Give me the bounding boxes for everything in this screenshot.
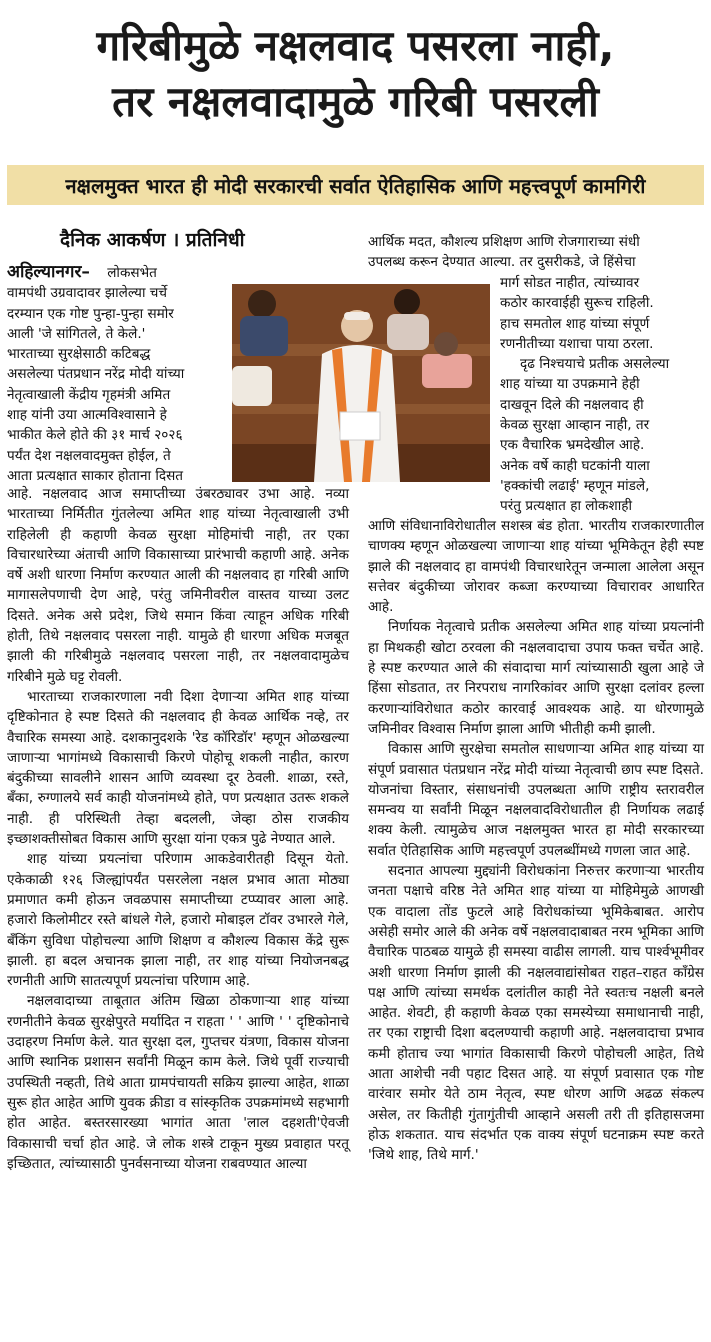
dateline: अहिल्यानगर– — [7, 262, 90, 282]
paragraph: भारताच्या राजकारणाला नवी दिशा देणाऱ्या अमित शाह यांच्या दृष्टिकोनात हे स्पष्ट दिसते की नक्षलवाद ही केवळ आर्थिक नव्हे, तर वैचारिक समस्या आहे. दशकानुदशके 'रेड कॉरिडॉर' म्हणून ओळखल्या जाणाऱ्या भागांमध्ये विकासाची किरणे पोहोचू शकली नाहीत, कारण बंदुकीच्या सावलीने शासन आणि व्यवस्था दूर ठेवली. शाळा, रस्ते, बँका, रुग्णालये सर्व काही योजनांमध्ये होते, पण प्रत्यक्षात उतरू शकले नाही. ही परिस्थिती तेव्हा बदलली, जेव्हा ठोस राजकीय इच्छाशक्तीसोबत विकास आणि सुरक्षा यांना एकत्र पुढे नेण्यात आले. — [7, 688, 349, 848]
byline: दैनिक आकर्षण । प्रतिनिधी — [60, 229, 245, 251]
paragraph: आणि संविधानाविरोधातील सशस्त्र बंड होता. भारतीय राजकारणातील चाणक्य म्हणून ओळखल्या जाणाऱ्या शाह यांच्या भूमिकेतून हेही स्पष्ट झाले की नक्षलवाद हा वामपंथी विचारधारेतून जन्माला आलेला असून सत्तेवर बंदुकीच्या जोरावर कब्जा करण्याच्या विचारावर आधारित आहे. — [368, 518, 704, 616]
right-top — [368, 232, 704, 273]
line: उपलब्ध करून देण्यात आल्या. तर दुसरीकडे, जे हिंसेचा — [368, 254, 636, 271]
intro-line: भारताच्या सुरक्षेसाठी कटिबद्ध — [7, 346, 151, 363]
right-column-body — [368, 516, 704, 1166]
intro-line: वामपंथी उग्रवादावर झालेल्या चर्चे — [7, 285, 168, 302]
line: कठोर कारवाईही सुरूच राहिली. — [500, 295, 654, 312]
intro-line: आली 'जे सांगितले, ते केले.' — [7, 325, 146, 342]
intro-line: भाकीत केले होते की ३१ मार्च २०२६ — [7, 427, 183, 444]
intro-line: लोकसभेत — [107, 265, 157, 281]
subheadline: नक्षलमुक्त भारत ही मोदी सरकारची सर्वात ऐतिहासिक आणि महत्त्वपूर्ण कामगिरी — [7, 165, 704, 205]
line: आर्थिक मदत, कौशल्य प्रशिक्षण आणि रोजगाराच्या संधी — [368, 234, 640, 250]
paragraph: विकास आणि सुरक्षेचा समतोल साधणाऱ्या अमित शाह यांच्या या संपूर्ण प्रवासात पंतप्रधान नरेंद्र मोदी यांच्या नेतृत्वाची छाप स्पष्ट दिसते. योजनांचा विस्तार, संसाधनांची उपलब्धता आणि राष्ट्रीय स्तरावरील समन्वय या सर्वांनी मिळून नक्षलवादविरोधातील ही निर्णायक लढाई शक्य केली. त्यामुळेच आज नक्षलमुक्त भारत हा मोदी सरकारच्या सर्वात ऐतिहासिक आणि महत्त्वपूर्ण उपलब्धींमध्ये गणला जात आहे. — [368, 741, 704, 859]
intro-line: दरम्यान एक गोष्ट पुन्हा-पुन्हा समोर — [7, 305, 174, 322]
right-beside-photo — [500, 273, 704, 517]
paragraph: आहे. नक्षलवाद आज समाप्तीच्या उंबरठ्यावर उभा आहे. नव्या भारताच्या निर्मितीत गुंतलेल्या अमित शाह यांच्या नेतृत्वाखाली उभी राहिलेली ही कहाणी केवळ सुरक्षा मोहिमांची नाही, तर एका विचारधारेच्या अंताची आणि विकासाच्या प्रारंभाची कहाणी आहे. अनेक वर्षे अशी धारणा निर्माण करण्यात आली की नक्षलवाद हा गरिबी आणि मागासलेपणाची देण आहे, परंतु जमिनीवरील वास्तव याच्या उलट दिसते. अनेक असे प्रदेश, जिथे समान किंवा त्याहून अधिक गरिबी होती, तिथे नक्षलवाद पसरला नाही. यामुळे ही धारणा अधिक मजबूत झाली की गरिबीमुळे नक्षलवाद पसरला नाही, तर नक्षलवादामुळेच गरिबीने मुळे घट्ट रोवली. — [7, 486, 349, 685]
line: केवळ सुरक्षा आव्हान नाही, तर — [500, 417, 650, 434]
headline-line-1: गरिबीमुळे नक्षलवाद पसरला नाही, — [96, 21, 615, 70]
news-photo — [232, 284, 490, 482]
paragraph: सदनात आपल्या मुद्द्यांनी विरोधकांना निरुत्तर करणाऱ्या भारतीय जनता पक्षाचे वरिष्ठ नेते अमित शाह यांच्या या मोहिमेमुळे आणखी एक वादाला तोंड फुटले आहे विरोधकांच्या भूमिकेबाबत. आरोप असेही समोर आले की अनेक वर्षे नक्षलवादाबाबत नरम भूमिका आणि वैचारिक पाठबळ यामुळे ही समस्या वाढीस लागली. याच पार्श्वभूमीवर अशी धारणा निर्माण झाली की नक्षलवाद्यांसोबत राहत–राहत काँग्रेस पक्ष आणि त्यांच्या समर्थक दलांतील काही नेते स्वतःच नक्षली बनले आहेत. शेवटी, ही कहाणी केवळ एका समस्येच्या समाधानाची नाही, तर एका राष्ट्राची दिशा बदलण्याची कहाणी आहे. नक्षलवादाचा प्रभाव कमी होताच ज्या भागांत विकासाची किरणे पोहोचली आहेत, तिथे आता आशेची नवी पहाट दिसत आहे. या संपूर्ण प्रवासात एक गोष्ट वारंवार समोर येते ठाम नेतृत्व, स्पष्ट धोरण आणि अढळ संकल्प असेल, तर कितीही गुंतागुंतीची आव्हाने असली तरी ती इतिहासजमा होऊ शकतात. याच संदर्भात एक वाक्य संपूर्ण घटनाक्रम स्पष्ट करते 'जिथे शाह, तिथे मार्ग.' — [368, 863, 704, 1164]
photo-illustration — [232, 284, 490, 482]
intro-line: आता प्रत्यक्षात साकार होताना दिसत — [7, 467, 184, 484]
headline-line-2: तर नक्षलवादामुळे गरिबी पसरली — [112, 77, 599, 126]
paragraph: शाह यांच्या प्रयत्नांचा परिणाम आकडेवारीतही दिसून येतो. एकेकाळी १२६ जिल्ह्यांपर्यंत पसरलेला नक्षल प्रभाव आता मोठ्या प्रमाणात कमी होऊन जवळपास समाप्तीच्या टप्प्यावर आला आहे. हजारो किलोमीटर रस्ते बांधले गेले, हजारो मोबाइल टॉवर उभारले गेले, बँकिंग सुविधा पोहोचल्या आणि शिक्षण व कौशल्य विकास केंद्रे सुरू झाली. हा बदल अचानक झाला नाही, तर शाह यांच्या नियोजनबद्ध रणनीती आणि सातत्यपूर्ण प्रयत्नांचा परिणाम आहे. — [7, 851, 349, 990]
line: दाखवून दिले की नक्षलवाद ही — [500, 396, 644, 413]
paragraph: निर्णायक नेतृत्वाचे प्रतीक असलेल्या अमित शाह यांच्या प्रयत्नांनी हा मिथकही खोटा ठरवला की नक्षलवादाचा उपाय फक्त चर्चेत आहे. हे स्पष्ट करण्यात आले की संवादाचा मार्ग त्यांच्यासाठी खुला आहे जे हिंसा सोडतात, तर निरपराध नागरिकांवर आणि सुरक्षा दलांवर हल्ला करणाऱ्यांविरोधात कठोर कारवाई आवश्यक आहे. या धोरणामुळे जमिनीवर विश्वास निर्माण झाला आणि भीतीही कमी झाली. — [368, 619, 704, 737]
line: हाच समतोल शाह यांच्या संपूर्ण — [500, 315, 650, 332]
line: दृढ निश्चयाचे प्रतीक असलेल्या — [520, 356, 670, 373]
line: परंतु प्रत्यक्षात हा लोकशाही — [500, 498, 632, 515]
intro-line: असलेल्या पंतप्रधान नरेंद्र मोदी यांच्या — [7, 366, 185, 383]
line: शाह यांच्या या उपक्रमाने हेही — [500, 376, 640, 393]
left-intro — [7, 262, 229, 486]
line: मार्ग सोडत नाहीत, त्यांच्यावर — [500, 275, 640, 291]
line: एक वैचारिक भ्रमदेखील आहे. — [500, 437, 645, 454]
line: 'हक्कांची लढाई' म्हणून मांडले, — [500, 477, 650, 494]
paragraph: नक्षलवादाच्या ताबूतात अंतिम खिळा ठोकणाऱ्या शाह यांच्या रणनीतीने केवळ सुरक्षेपुरते मर्यादित न राहता ' ' आणि ' ' दृष्टिकोनाचे उदाहरण निर्माण केले. यात सुरक्षा दल, गुप्तचर यंत्रणा, विकास योजना आणि स्थानिक प्रशासन सर्वांनी मिळून काम केले. जिथे पूर्वी राज्याची उपस्थिती नव्हती, तिथे आता ग्रामपंचायती सक्रिय झाल्या आहेत, शाळा सुरू होत आहेत आणि युवक क्रीडा व सांस्कृतिक उपक्रमांमध्ये सहभागी होत आहेत. बस्तरसारख्या भागांत आता 'लाल दहशती'ऐवजी विकासाची चर्चा होत आहे. जे लोक शस्त्रे टाकून मुख्य प्रवाहात परतू इच्छितात, त्यांच्यासाठी पुनर्वसनाच्या योजना राबवण्यात आल्या — [7, 993, 349, 1172]
intro-line: शाह यांनी उया आत्मविश्वासाने हे — [7, 407, 167, 424]
left-column-body — [7, 484, 349, 1174]
line: अनेक वर्षे काही घटकांनी याला — [500, 457, 650, 474]
line: रणनीतीच्या यशाचा पाया ठरला. — [500, 335, 654, 352]
intro-line: नेतृत्वाखाली केंद्रीय गृहमंत्री अमित — [7, 386, 171, 403]
intro-line: पर्यंत देश नक्षलवादमुक्त होईल, ते — [7, 447, 171, 464]
headline — [0, 18, 711, 130]
